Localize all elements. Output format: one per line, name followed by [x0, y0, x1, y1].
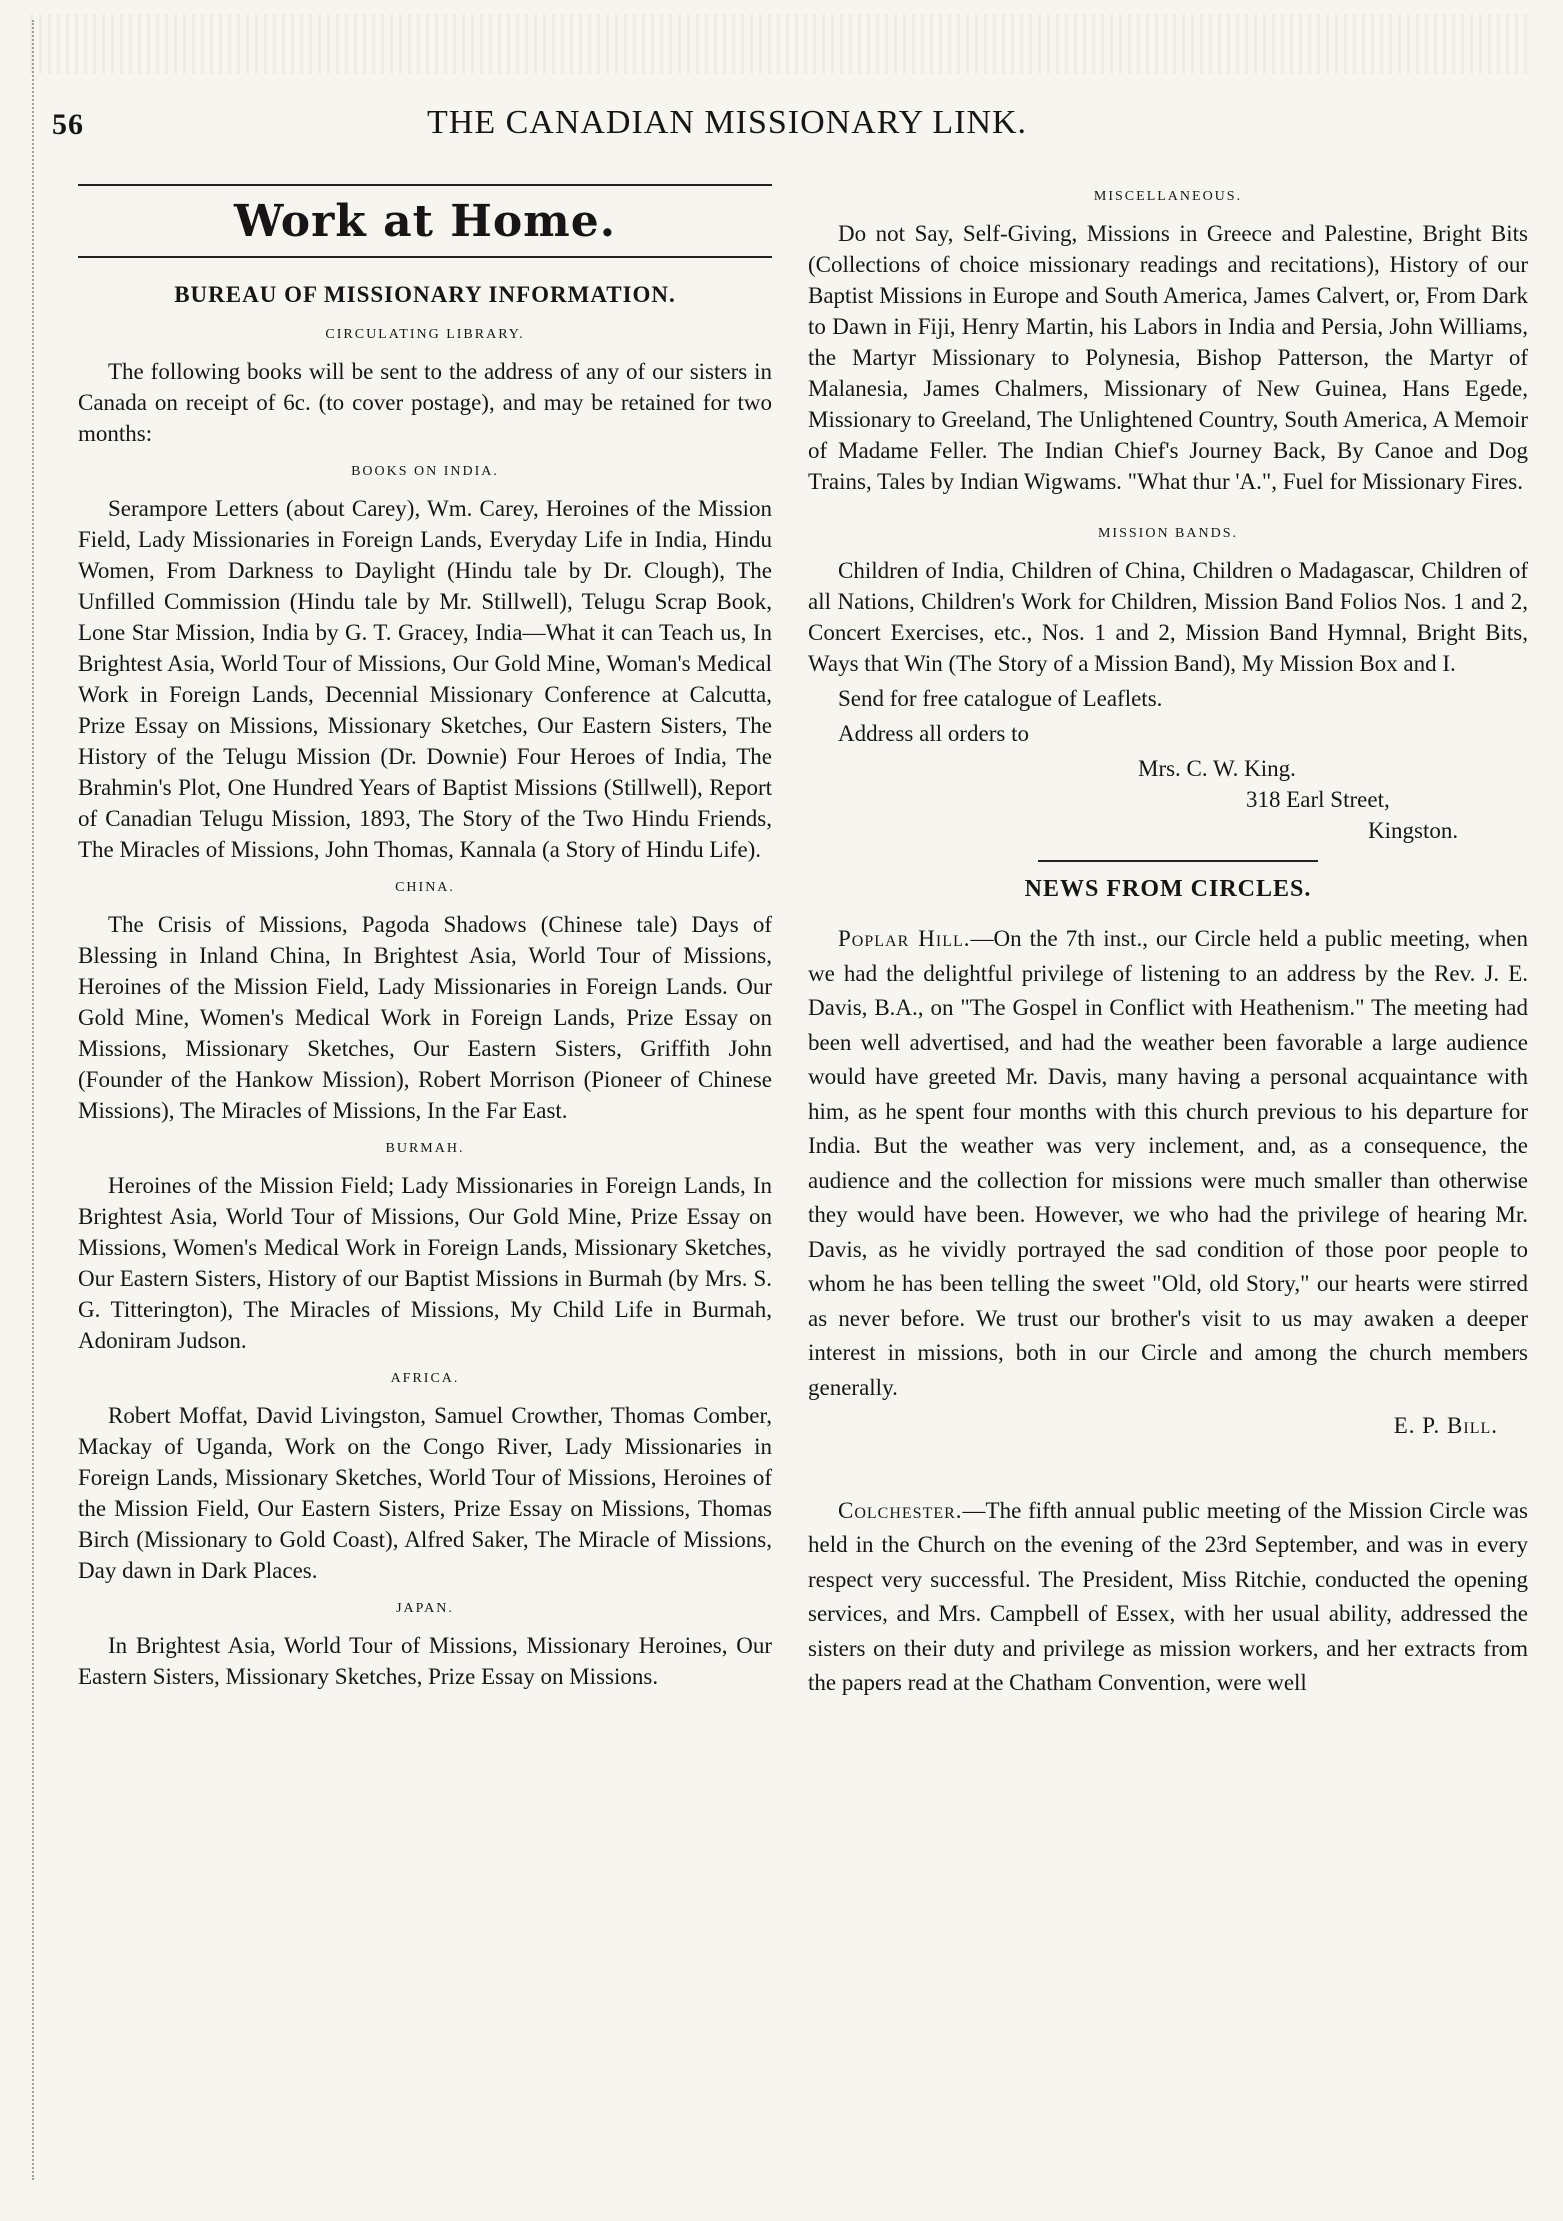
right-column: [808, 184, 1528, 1705]
africa-heading: AFRICA.: [390, 1371, 460, 1386]
mission-bands-list: Children of India, Children of China, Children o Madagascar, Children of all Nations, Children's Work for Children, Mission Band Folios Nos. 1 and 2, Concert Exercises, etc., Nos. 1 and 2, Mission Band Hymnal, Bright Bits, Ways that Win (The Story of a Mission Band), My Mission Box and I.: [808, 558, 1528, 676]
intro-paragraph: The following books will be sent to the address of any of our sisters in Canada on receipt of 6c. (to cover postage), and may be retained for two months:: [78, 359, 772, 446]
poplar-hill-signature: E. P. Bill.: [1393, 1413, 1498, 1438]
poplar-hill-place: Poplar Hill.: [838, 926, 971, 951]
section-heading: Work at Home.: [233, 196, 617, 247]
colchester-text: —The fifth annual public meeting of the Mission Circle was held in the Church on the evening of the 23rd September, and was in every respect very successful. The President, Miss Ritchie, conducted the opening services, and Mrs. Campbell of Essex, with her usual ability, addressed the sisters on their duty and privilege as mission workers, and her extracts from the papers read at the Chatham Convention, were well: [808, 1497, 1528, 1695]
china-list: The Crisis of Missions, Pagoda Shadows (Chinese tale) Days of Blessing in Inland China, In Brightest Asia, World Tour of Missions, Heroines of the Mission Field, Lady Missionaries in Foreign Lands. Our Gold Mine, Women's Medical Work in Foreign Lands, Prize Essay on Missions, Missionary Sketches, Our Eastern Sisters, Griffith John (Founder of the Hankow Mission), Robert Morrison (Pioneer of Chinese Missions), The Miracles of Missions, In the Far East.: [78, 912, 772, 1123]
divider-rule: [1038, 860, 1318, 862]
left-column: [78, 184, 772, 1696]
heading-rule: [78, 256, 772, 258]
scan-top-edge: [30, 14, 1530, 74]
page-header: [52, 104, 1532, 148]
circulating-library-heading: CIRCULATING LIBRARY.: [325, 327, 525, 342]
japan-list: In Brightest Asia, World Tour of Missions, Missionary Heroines, Our Eastern Sisters, Missionary Sketches, Prize Essay on Missions.: [78, 1633, 772, 1689]
address-intro: Address all orders to: [838, 721, 1029, 746]
miscellaneous-list: Do not Say, Self-Giving, Missions in Greece and Palestine, Bright Bits (Collections of choice missionary readings and recitations), History of our Baptist Missions in Europe and South America, James Calvert, or, From Dark to Dawn in Fiji, Henry Martin, his Labors in India and Persia, John Williams, the Martyr Missionary to Polynesia, Bishop Patterson, the Martyr of Malanesia, James Chalmers, Missionary of New Guinea, Hans Egede, Missionary to Greeland, The Unlightened Country, South America, A Memoir of Madame Feller. The Indian Chief's Journey Back, By Canoe and Dog Trains, Tales by Indian Wigwams. "What thur 'A.", Fuel for Missionary Fires.: [808, 221, 1528, 494]
colchester-place: Colchester.: [838, 1497, 963, 1523]
burmah-heading: BURMAH.: [385, 1141, 465, 1156]
colchester-report: [808, 1494, 1528, 1701]
poplar-hill-report: [808, 922, 1528, 1405]
india-list: Serampore Letters (about Carey), Wm. Carey, Heroines of the Mission Field, Lady Missionaries in Foreign Lands, Everyday Life in India, Hindu Women, From Darkness to Daylight (Hindu tale by Dr. Clough), The Unfilled Commission (Hindu tale by Mr. Stillwell), Telugu Scrap Book, Lone Star Mission, India by G. T. Gracey, India—What it can Teach us, In Brightest Asia, World Tour of Missions, Our Gold Mine, Woman's Medical Work in Foreign Lands, Decennial Missionary Conference at Calcutta, Prize Essay on Missions, Missionary Sketches, Our Eastern Sisters, The History of the Telugu Mission (Dr. Downie) Four Heroes of India, The Brahmin's Plot, One Hundred Years of Baptist Missions (Stillwell), Report of Canadian Telugu Mission, 1893, The Story of the Two Hindu Friends, The Miracles of Missions, John Thomas, Kannala (a Story of Hindu Life).: [78, 496, 772, 862]
india-heading: BOOKS ON INDIA.: [351, 464, 499, 479]
poplar-hill-text: —On the 7th inst., our Circle held a public meeting, when we had the delightful privilege of listening to an address by the Rev. J. E. Davis, B.A., on "The Gospel in Conflict with Heathenism." The meeting had been well advertised, and had the weather been favorable a large audience would have greeted Mr. Davis, many having a personal acquaintance with him, as he spent four months with this church previous to his departure for India. But the weather was very inclement, and, as a consequence, the audience and the collection for missions were much smaller than otherwise they would have been. However, we who had the privilege of hearing Mr. Davis, as he vividly portrayed the sad condition of those poor people to whom he has been telling the sweet "Old, old Story," our hearts were stirred as never before. We trust our brother's visit to us may awaken a deeper interest in missions, both in our Circle and among the church members generally.: [808, 926, 1528, 1400]
japan-heading: JAPAN.: [396, 1601, 454, 1616]
top-rule: [78, 184, 772, 186]
scan-left-edge: [32, 20, 40, 2180]
news-heading: NEWS FROM CIRCLES.: [1024, 876, 1312, 902]
bureau-title: BUREAU OF MISSIONARY INFORMATION.: [174, 282, 676, 307]
burmah-list: Heroines of the Mission Field; Lady Missionaries in Foreign Lands, In Brightest Asia, World Tour of Missions, Our Gold Mine, Prize Essay on Missions, Women's Medical Work in Foreign Lands, Missionary Sketches, Our Eastern Sisters, History of our Baptist Missions in Burmah (by Mrs. S. G. Titterington), The Miracles of Missions, My Child Life in Burmah, Adoniram Judson.: [78, 1173, 772, 1353]
journal-title: THE CANADIAN MISSIONARY LINK.: [427, 104, 1028, 141]
mission-bands-heading: MISSION BANDS.: [1097, 526, 1239, 541]
africa-list: Robert Moffat, David Livingston, Samuel Crowther, Thomas Comber, Mackay of Uganda, Work on the Congo River, Lady Missionaries in Foreign Lands, Missionary Sketches, World Tour of Missions, Heroines of the Mission Field, Our Eastern Sisters, Prize Essay on Missions, Thomas Birch (Missionary to Gold Coast), Alfred Saker, The Miracle of Missions, Day dawn in Dark Places.: [78, 1403, 772, 1583]
address-name: Mrs. C. W. King.: [1138, 756, 1296, 781]
report-gap: [808, 1448, 1528, 1494]
catalogue-note: Send for free catalogue of Leaflets.: [838, 686, 1163, 711]
address-street: 318 Earl Street,: [1246, 787, 1390, 812]
page-number: 56: [52, 108, 84, 141]
news-section: [808, 922, 1528, 1701]
miscellaneous-heading: MISCELLANEOUS.: [1093, 189, 1243, 204]
address-block: [808, 753, 1528, 846]
address-city: Kingston.: [1368, 818, 1459, 843]
china-heading: CHINA.: [395, 880, 455, 895]
